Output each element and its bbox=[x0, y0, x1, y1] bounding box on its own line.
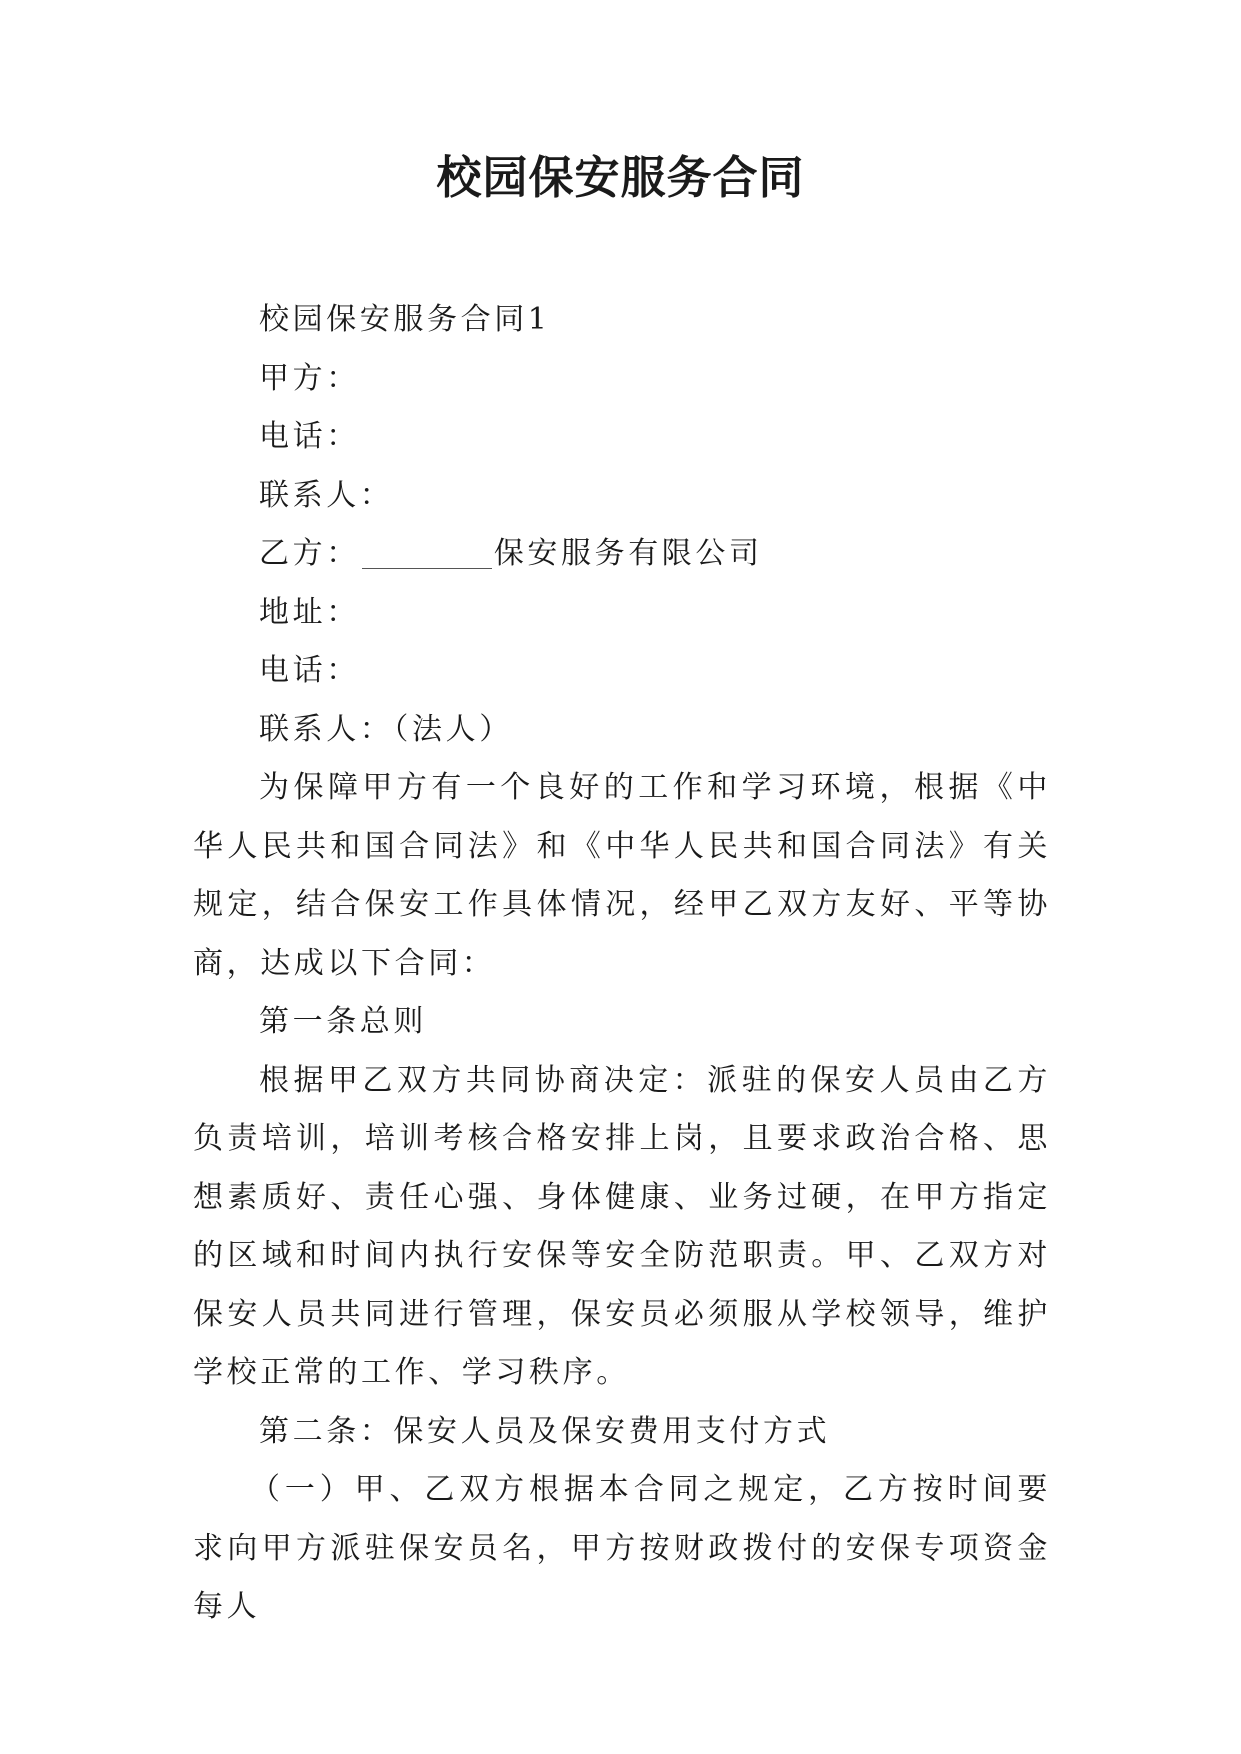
party-a-label: 甲方： bbox=[259, 360, 360, 396]
contract-subtitle: 校园保安服务合同1 bbox=[259, 302, 551, 337]
party-b-contact-label: 联系人：（法人） bbox=[259, 711, 513, 747]
document-body bbox=[193, 291, 1051, 1637]
article-2-heading: 第二条：保安人员及保安费用支付方式 bbox=[259, 1413, 831, 1449]
preamble-paragraph: 为保障甲方有一个良好的工作和学习环境，根据《中华人民共和国合同法》和《中华人民共和国合同法》有关规定，结合保安工作具体情况，经甲乙双方友好、平等协商，达成以下合同： bbox=[193, 770, 1051, 981]
article-1-heading: 第一条总则 bbox=[259, 1004, 427, 1039]
party-b-company-suffix: 保安服务有限公司 bbox=[493, 536, 763, 571]
article-1-paragraph: 根据甲乙双方共同协商决定：派驻的保安人员由乙方负责培训，培训考核合格安排上岗，且要求政治合格、思想素质好、责任心强、身体健康、业务过硬，在甲方指定的区域和时间内执行安保等安全防范职责。甲、乙双方对保安人员共同进行管理，保安员必须服从学校领导，维护学校正常的工作、学习秩序。 bbox=[193, 1062, 1051, 1390]
party-b-line bbox=[193, 525, 1051, 584]
party-a-phone-label: 电话： bbox=[259, 419, 360, 454]
article-2-clause-1: （一）甲、乙双方根据本合同之规定，乙方按时间要求向甲方派驻保安员名，甲方按财政拨付的安保专项资金每人 bbox=[193, 1472, 1051, 1624]
party-b-address-label: 地址： bbox=[259, 594, 360, 630]
party-a-contact-label: 联系人： bbox=[259, 477, 394, 513]
party-b-name-blank bbox=[362, 538, 492, 569]
party-b-phone-label: 电话： bbox=[259, 653, 360, 688]
document-title: 校园保安服务合同 bbox=[436, 151, 805, 204]
party-b-label: 乙方： bbox=[259, 536, 360, 571]
